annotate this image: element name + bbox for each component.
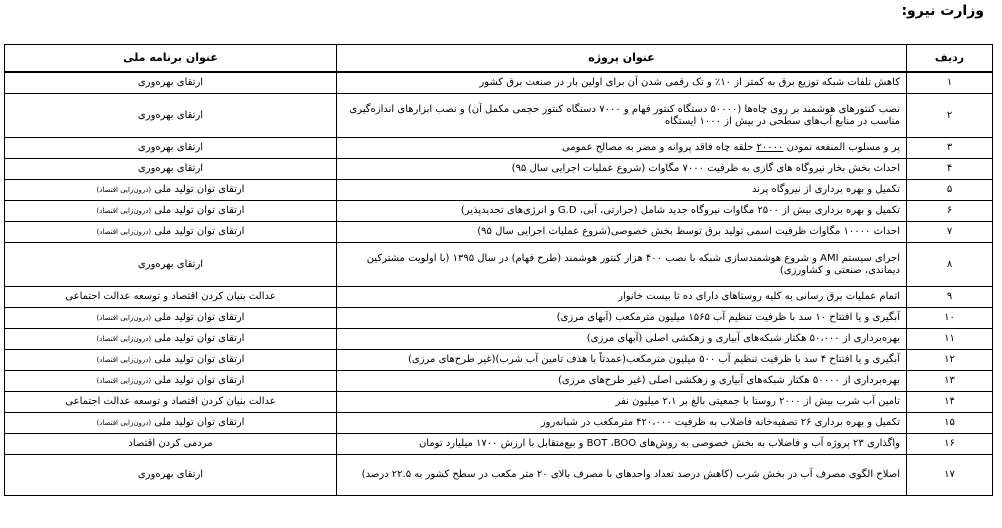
table-row bbox=[5, 287, 993, 308]
row-number: ۷ bbox=[907, 222, 993, 243]
table-row bbox=[5, 371, 993, 392]
program-title: ارتقای بهره‌وری bbox=[5, 243, 337, 287]
program-note: (درون‌زایی اقتصاد) bbox=[96, 314, 152, 322]
project-title: تامین آب شرب بیش از ۲۰۰۰ روستا با جمعیتی بالغ بر ۲،۱ میلیون نفر bbox=[337, 392, 907, 413]
project-title: واگذاری ۲۳ پروژه آب و فاضلاب به بخش خصوصی به روش‌های BOT ،BOO و بیع‌متقابل با ارزش ۱۷۰۰ میلیارد تومان bbox=[337, 434, 907, 455]
table-row bbox=[5, 308, 993, 329]
project-title-emphasis: ۲۰۰۰۰ bbox=[756, 142, 784, 153]
row-number: ۴ bbox=[907, 159, 993, 180]
project-title: کاهش تلفات شبکه توزیع برق به کمتر از ۱۰٪ و تک رقمی شدن آن برای اولین بار در صنعت برق کشور bbox=[337, 72, 907, 94]
project-title: اصلاح الگوی مصرف آب در بخش شرب (کاهش درصد تعداد واحدهای با مصرف بالای ۲۰ متر مکعب در سطح کشور به ۲۲.۵ درصد) bbox=[337, 455, 907, 496]
program-name: ارتقای توان تولید ملی bbox=[154, 226, 245, 237]
project-title: احداث بخش بخار نیروگاه های گازی به ظرفیت ۷۰۰۰ مگاوات (شروع عملیات اجرایی سال ۹۵) bbox=[337, 159, 907, 180]
table-row bbox=[5, 180, 993, 201]
table-header-row bbox=[5, 45, 993, 73]
program-title bbox=[5, 350, 337, 371]
project-title: احداث ۱۰۰۰۰ مگاوات ظرفیت اسمی تولید برق توسط بخش خصوصی(شروع عملیات اجرایی سال ۹۵) bbox=[337, 222, 907, 243]
project-title: بهره‌برداری از ۵۰،۰۰۰ هکتار شبکه‌های آبیاری و زهکشی اصلی (آبهای مرزی) bbox=[337, 329, 907, 350]
program-name: ارتقای توان تولید ملی bbox=[154, 375, 245, 386]
project-title: تکمیل و بهره برداری از نیروگاه پرند bbox=[337, 180, 907, 201]
projects-table bbox=[4, 44, 993, 496]
program-name: ارتقای توان تولید ملی bbox=[154, 312, 245, 323]
program-title: عدالت بنیان کردن اقتصاد و توسعه عدالت اجتماعی bbox=[5, 392, 337, 413]
row-number: ۵ bbox=[907, 180, 993, 201]
table-row bbox=[5, 413, 993, 434]
program-note: (درون‌زایی اقتصاد) bbox=[96, 335, 152, 343]
project-title: نصب کنتورهای هوشمند بر روی چاه‌ها (۵۰۰۰۰ دستگاه کنتور فهام و ۷۰۰۰ دستگاه کنتور حجمی مکمل آن) و نصب ابزارهای اندازه‌گیری مناسب در منابع آب‌های سطحی در بیش از ۱۰۰۰ ایستگاه bbox=[337, 94, 907, 138]
table-row bbox=[5, 392, 993, 413]
program-title bbox=[5, 180, 337, 201]
row-number: ۸ bbox=[907, 243, 993, 287]
project-title-after: حلقه چاه فاقد پروانه و مضر به مصالح عمومی bbox=[561, 142, 757, 153]
program-title: ارتقای بهره‌وری bbox=[5, 455, 337, 496]
table-row bbox=[5, 222, 993, 243]
page-heading: وزارت نیرو: bbox=[901, 3, 984, 19]
column-header-project-title: عنوان پروژه bbox=[337, 45, 907, 73]
program-name: ارتقای توان تولید ملی bbox=[154, 333, 245, 344]
row-number: ۱ bbox=[907, 72, 993, 94]
row-number: ۱۳ bbox=[907, 371, 993, 392]
row-number: ۱۶ bbox=[907, 434, 993, 455]
table-row bbox=[5, 72, 993, 94]
project-title: تکمیل و بهره برداری بیش از ۲۵۰۰ مگاوات نیروگاه جدید شامل (حرارتی، آبی، G.D و انرژی‌های تجدیدپذیر) bbox=[337, 201, 907, 222]
program-title bbox=[5, 371, 337, 392]
program-title: مردمی کردن اقتصاد bbox=[5, 434, 337, 455]
table-row bbox=[5, 138, 993, 159]
column-header-row-number: ردیف bbox=[907, 45, 993, 73]
row-number: ۱۷ bbox=[907, 455, 993, 496]
project-title-before: پر و مسلوب المنفعه نمودن bbox=[783, 142, 900, 153]
program-note: (درون‌زایی اقتصاد) bbox=[96, 207, 152, 215]
program-title: ارتقای بهره‌وری bbox=[5, 159, 337, 180]
program-title: ارتقای بهره‌وری bbox=[5, 94, 337, 138]
table-row bbox=[5, 455, 993, 496]
program-title bbox=[5, 201, 337, 222]
table-row bbox=[5, 243, 993, 287]
row-number: ۲ bbox=[907, 94, 993, 138]
program-note: (درون‌زایی اقتصاد) bbox=[96, 377, 152, 385]
project-title: بهره‌برداری از ۵۰۰۰۰ هکتار شبکه‌های آبیاری و زهکشی اصلی (غیر طرح‌های مرزی) bbox=[337, 371, 907, 392]
row-number: ۱۰ bbox=[907, 308, 993, 329]
program-note: (درون‌زایی اقتصاد) bbox=[96, 228, 152, 236]
project-title: تکمیل و بهره برداری ۲۶ تصفیه‌خانه فاضلاب به ظرفیت ۴۲۰،۰۰۰ مترمکعب در شبانه‌روز bbox=[337, 413, 907, 434]
table-row bbox=[5, 94, 993, 138]
program-name: ارتقای توان تولید ملی bbox=[154, 417, 245, 428]
row-number: ۱۵ bbox=[907, 413, 993, 434]
program-title bbox=[5, 308, 337, 329]
project-title: آبگیری و یا افتتاح ۴ سد با ظرفیت تنظیم آب ۵۰۰ میلیون مترمکعب(عمدتاً با هدف تامین آب شرب)(غیر طرح‌های مرزی) bbox=[337, 350, 907, 371]
program-title bbox=[5, 413, 337, 434]
project-title: اتمام عملیات برق رسانی به کلیه روستاهای دارای ده تا بیست خانوار bbox=[337, 287, 907, 308]
row-number: ۹ bbox=[907, 287, 993, 308]
table-row bbox=[5, 159, 993, 180]
program-name: ارتقای توان تولید ملی bbox=[154, 354, 245, 365]
column-header-national-program: عنوان برنامه ملی bbox=[5, 45, 337, 73]
project-title: آبگیری و یا افتتاح ۱۰ سد با ظرفیت تنظیم آب ۱۵۶۵ میلیون مترمکعب (آبهای مرزی) bbox=[337, 308, 907, 329]
program-title: عدالت بنیان کردن اقتصاد و توسعه عدالت اجتماعی bbox=[5, 287, 337, 308]
row-number: ۳ bbox=[907, 138, 993, 159]
program-name: ارتقای توان تولید ملی bbox=[154, 184, 245, 195]
table-row bbox=[5, 350, 993, 371]
program-title bbox=[5, 329, 337, 350]
row-number: ۶ bbox=[907, 201, 993, 222]
program-title: ارتقای بهره‌وری bbox=[5, 138, 337, 159]
row-number: ۱۲ bbox=[907, 350, 993, 371]
project-title bbox=[337, 138, 907, 159]
program-note: (درون‌زایی اقتصاد) bbox=[96, 356, 152, 364]
row-number: ۱۴ bbox=[907, 392, 993, 413]
program-title bbox=[5, 222, 337, 243]
program-title: ارتقای بهره‌وری bbox=[5, 72, 337, 94]
table-row bbox=[5, 329, 993, 350]
program-note: (درون‌زایی اقتصاد) bbox=[96, 186, 152, 194]
program-name: ارتقای توان تولید ملی bbox=[154, 205, 245, 216]
program-note: (درون‌زایی اقتصاد) bbox=[96, 419, 152, 427]
table-row bbox=[5, 434, 993, 455]
table-row bbox=[5, 201, 993, 222]
project-title: اجرای سیستم AMI و شروع هوشمندسازی شبکه با نصب ۴۰۰ هزار کنتور هوشمند (طرح فهام) در سال ۱۳۹۵ (با اولویت مشترکین دیماندی، صنعتی و کشاورزی) bbox=[337, 243, 907, 287]
row-number: ۱۱ bbox=[907, 329, 993, 350]
